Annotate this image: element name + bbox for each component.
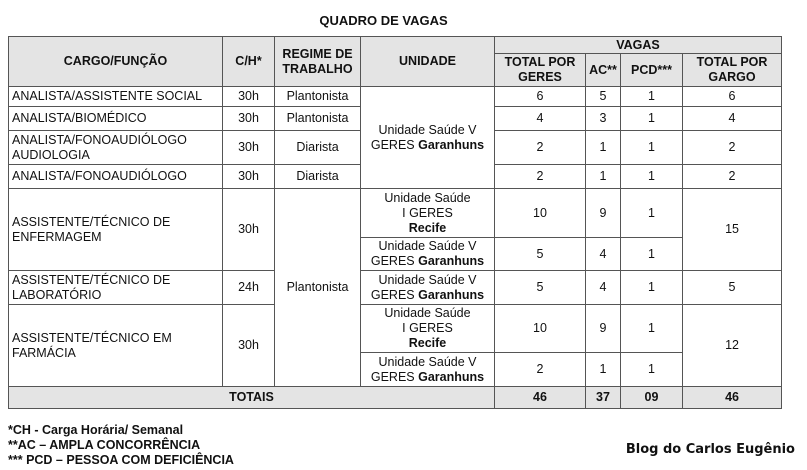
pcd-cell: 1 bbox=[621, 189, 683, 238]
unit-cell bbox=[361, 353, 495, 387]
unit-geres: I GERES bbox=[402, 321, 453, 335]
cargo-cell: ANALISTA/BIOMÉDICO bbox=[9, 107, 223, 131]
header-cargo: CARGO/FUNÇÃO bbox=[9, 37, 223, 87]
ch-cell: 30h bbox=[223, 131, 275, 165]
totals-total-geres: 46 bbox=[495, 387, 586, 409]
ch-cell: 30h bbox=[223, 189, 275, 271]
total-cargo-cell: 15 bbox=[683, 189, 782, 271]
totals-pcd: 09 bbox=[621, 387, 683, 409]
header-pcd: PCD*** bbox=[621, 54, 683, 87]
table-row bbox=[9, 87, 782, 107]
ch-cell: 30h bbox=[223, 305, 275, 387]
ac-cell: 9 bbox=[586, 189, 621, 238]
total-geres-cell: 6 bbox=[495, 87, 586, 107]
total-geres-cell: 10 bbox=[495, 305, 586, 353]
ac-cell: 5 bbox=[586, 87, 621, 107]
footnote-ch: *CH - Carga Horária/ Semanal bbox=[8, 423, 184, 437]
regime-cell: Plantonista bbox=[275, 87, 361, 107]
cargo-cell: ANALISTA/FONOAUDIÓLOGO AUDIOLOGIA bbox=[9, 131, 223, 165]
table-row bbox=[9, 271, 782, 305]
header-total-geres: TOTAL POR GERES bbox=[495, 54, 586, 87]
total-geres-cell: 10 bbox=[495, 189, 586, 238]
footnote-pcd: *** PCD – PESSOA COM DEFICIÊNCIA bbox=[8, 453, 234, 467]
total-cargo-cell: 5 bbox=[683, 271, 782, 305]
regime-cell: Plantonista bbox=[275, 107, 361, 131]
footnote-ac: **AC – AMPLA CONCORRÊNCIA bbox=[8, 438, 201, 452]
totals-ac: 37 bbox=[586, 387, 621, 409]
regime-cell: Diarista bbox=[275, 165, 361, 189]
unit-name: Unidade Saúde bbox=[384, 306, 471, 320]
pcd-cell: 1 bbox=[621, 131, 683, 165]
unit-cell bbox=[361, 238, 495, 271]
pcd-cell: 1 bbox=[621, 107, 683, 131]
total-cargo-cell: 4 bbox=[683, 107, 782, 131]
unit-name: Unidade Saúde V bbox=[378, 239, 477, 253]
total-cargo-cell: 2 bbox=[683, 165, 782, 189]
cargo-cell: ANALISTA/FONOAUDIÓLOGO bbox=[9, 165, 223, 189]
pcd-cell: 1 bbox=[621, 353, 683, 387]
unit-city: Garanhuns bbox=[418, 369, 485, 384]
ch-cell: 30h bbox=[223, 87, 275, 107]
pcd-cell: 1 bbox=[621, 87, 683, 107]
unit-city: Recife bbox=[408, 220, 447, 235]
footnotes bbox=[8, 423, 234, 468]
unit-cell bbox=[361, 189, 495, 238]
unit-name: Unidade Saúde bbox=[384, 190, 471, 205]
unit-name: Unidade Saúde V bbox=[378, 272, 477, 287]
cargo-cell: ASSISTENTE/TÉCNICO EM FARMÁCIA bbox=[9, 305, 223, 387]
unit-cell bbox=[361, 87, 495, 189]
header-unidade: UNIDADE bbox=[361, 37, 495, 87]
total-geres-cell: 2 bbox=[495, 131, 586, 165]
unit-geres: I GERES bbox=[402, 205, 453, 220]
cargo-cell: ANALISTA/ASSISTENTE SOCIAL bbox=[9, 87, 223, 107]
total-geres-cell: 5 bbox=[495, 271, 586, 305]
unit-name: Unidade Saúde V bbox=[378, 122, 477, 137]
unit-geres: GERES bbox=[370, 254, 415, 268]
unit-name: Unidade Saúde V bbox=[378, 354, 477, 369]
vagas-table bbox=[8, 36, 782, 409]
total-geres-cell: 2 bbox=[495, 165, 586, 189]
unit-city: Garanhuns bbox=[418, 287, 485, 302]
unit-city: Recife bbox=[408, 336, 447, 350]
cargo-cell: ASSISTENTE/TÉCNICO DE LABORATÓRIO bbox=[9, 271, 223, 305]
ac-cell: 4 bbox=[586, 271, 621, 305]
blog-watermark: Blog do Carlos Eugênio bbox=[625, 442, 795, 457]
pcd-cell: 1 bbox=[621, 238, 683, 271]
regime-cell: Diarista bbox=[275, 131, 361, 165]
total-geres-cell: 2 bbox=[495, 353, 586, 387]
totals-total-cargo: 46 bbox=[683, 387, 782, 409]
header-vagas: VAGAS bbox=[495, 37, 782, 54]
totals-label: TOTAIS bbox=[9, 387, 495, 409]
total-geres-cell: 4 bbox=[495, 107, 586, 131]
total-cargo-cell: 6 bbox=[683, 87, 782, 107]
pcd-cell: 1 bbox=[621, 165, 683, 189]
ac-cell: 1 bbox=[586, 131, 621, 165]
unit-cell bbox=[361, 271, 495, 305]
ch-cell: 24h bbox=[223, 271, 275, 305]
ch-cell: 30h bbox=[223, 107, 275, 131]
pcd-cell: 1 bbox=[621, 271, 683, 305]
unit-geres: GERES bbox=[370, 369, 415, 384]
total-cargo-cell: 12 bbox=[683, 305, 782, 387]
table-row bbox=[9, 305, 782, 353]
unit-city: Garanhuns bbox=[418, 137, 485, 152]
cargo-cell: ASSISTENTE/TÉCNICO DE ENFERMAGEM bbox=[9, 189, 223, 271]
total-cargo-cell: 2 bbox=[683, 131, 782, 165]
regime-cell: Plantonista bbox=[275, 189, 361, 387]
ch-cell: 30h bbox=[223, 165, 275, 189]
ac-cell: 9 bbox=[586, 305, 621, 353]
totals-row bbox=[9, 387, 782, 409]
pcd-cell: 1 bbox=[621, 305, 683, 353]
ac-cell: 1 bbox=[586, 353, 621, 387]
header-total-cargo: TOTAL POR GARGO bbox=[683, 54, 782, 87]
ac-cell: 4 bbox=[586, 238, 621, 271]
header-regime: REGIME DE TRABALHO bbox=[275, 37, 361, 87]
header-ch: C/H* bbox=[223, 37, 275, 87]
table-row bbox=[9, 189, 782, 238]
unit-geres: GERES bbox=[370, 287, 415, 302]
unit-cell bbox=[361, 305, 495, 353]
ac-cell: 1 bbox=[586, 165, 621, 189]
unit-geres: GERES bbox=[370, 137, 415, 152]
unit-city: Garanhuns bbox=[418, 254, 485, 268]
ac-cell: 3 bbox=[586, 107, 621, 131]
total-geres-cell: 5 bbox=[495, 238, 586, 271]
page-title: QUADRO DE VAGAS bbox=[319, 13, 448, 28]
header-ac: AC** bbox=[586, 54, 621, 87]
